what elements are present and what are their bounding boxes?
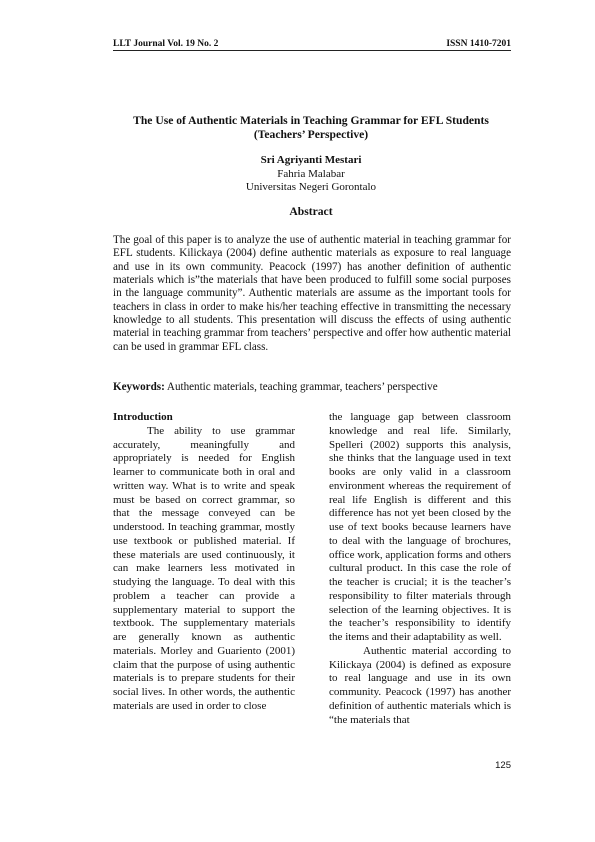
running-header: [113, 39, 511, 51]
title-line-2: (Teachers’ Perspective): [253, 128, 369, 141]
body-paragraph: the language gap between classroom knowledge and real life. Similarly, Spelleri (2002) supports this analysis, she thinks that the language used in text books are only valid in a classroom environment whereas the requirement of real life English is different and this difference has not yet been closed by the use of text books because learners have to deal with the language of brochures, office work, application forms and others cultural product. In this case the role of the teacher is crucial; it is the teacher’s responsibility to filter materials through selection of the learning objectives. It is the teacher’s responsibility to identify the items and their adaptability as well.: [329, 411, 511, 643]
keywords-text: Authentic materials, teaching grammar, teachers’ perspective: [164, 381, 438, 393]
body-paragraph: The ability to use grammar accurately, meaningfully and appropriately is needed for English learner to communicate both in oral and written way. What is to write and speak must be based on correct grammar, so that the message conveyed can be understood. In teaching grammar, mostly use textbook or published material. If these materials are used continuously, it can make learners less motivated in studying the language. To deal with this problem a teacher can provide a supplementary material to support the textbook. The supplementary materials are generally known as authentic materials. Morley and Guariento (2001) claim that the purpose of using authentic materials is to prepare students for their social lives. In other words, the authentic materials are used in order to close: [113, 424, 295, 712]
body-paragraph: Authentic material according to Kilickaya (2004) is defined as exposure to real language and use in its own community. Peacock (1997) has another definition of authentic materials which is “the materials that: [329, 644, 511, 726]
title-line-1: The Use of Authentic Materials in Teaching Grammar for EFL Students: [133, 114, 489, 127]
keywords-label: Keywords:: [113, 381, 165, 393]
page-number: 125: [495, 760, 511, 771]
secondary-author: Fahria Malabar: [277, 167, 345, 180]
issn: ISSN 1410-7201: [446, 39, 511, 49]
journal-name: LLT Journal Vol. 19 No. 2: [113, 39, 219, 49]
author-block: [100, 154, 522, 195]
abstract-text: The goal of this paper is to analyze the use of authentic material in teaching grammar for EFL students. Kilickaya (2004) define authentic materials as exposure to real language and use in its own community. Peacock (1997) has another definition of authentic materials which is”the materials that have been produced to fulfill some social purposes in the language community”. Authentic materials are assume as the important tools for teachers in class in order to make his/her teaching effective in transmitting the necessary knowledge to all students. This presentation will discuss the effects of using authentic material in teaching grammar from teachers’ perspective and offer how authentic material can be used in grammar EFL class.: [113, 234, 511, 353]
paper-title: [100, 114, 522, 142]
left-column: [113, 411, 295, 714]
abstract-heading: Abstract: [289, 205, 333, 218]
section-heading: Introduction: [113, 411, 173, 423]
keywords-line: [113, 381, 511, 393]
primary-author: Sri Agriyanti Mestari: [260, 154, 362, 166]
affiliation: Universitas Negeri Gorontalo: [245, 181, 377, 193]
right-column: [329, 411, 511, 727]
